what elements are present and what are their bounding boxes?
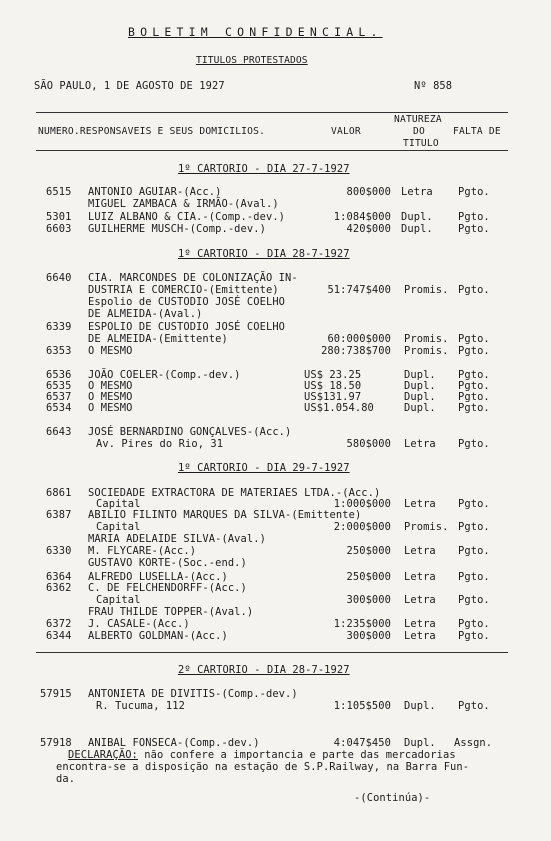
entry-type: Letra [404,438,436,450]
entry-type: Dupl. [404,369,436,381]
column-value: VALOR [331,126,361,137]
entry-reason: Pgto. [458,211,490,223]
entry-name: JOSÉ BERNARDINO GONÇALVES-(Acc.) [88,426,292,438]
column-reason: FALTA DE [453,126,501,137]
entry-number: 6861 [46,487,72,499]
entry-type: Letra [404,618,436,630]
entry-type: Dupl. [404,391,436,403]
entry-name: ANIBAL FONSECA-(Comp.-dev.) [88,737,260,749]
entry-name: DE ALMEIDA-(Emittente) [88,333,228,345]
entry-reason: Pgto. [458,369,490,381]
entry-type: Letra [404,498,436,510]
entry-reason: Pgto. [458,223,490,235]
declaration-text: não confere a importancia e parte das mercadorias [137,749,456,761]
entry-number: 6603 [46,223,72,235]
entry-value: 420$000 [346,223,391,235]
entry-type: Letra [404,630,436,642]
entry-reason: Pgto. [458,521,490,533]
section-heading: 2º CARTORIO - DIA 28-7-1927 [178,664,350,676]
entry-number: 6344 [46,630,72,642]
entry-reason: Pgto. [458,438,490,450]
entry-reason: Pgto. [458,498,490,510]
entry-reason: Pgto. [458,186,490,198]
entry-name: FRAU THILDE TOPPER-(Aval.) [88,606,254,618]
entry-type: Dupl. [404,700,436,712]
entry-number: 6339 [46,321,72,333]
entry-number: 6330 [46,545,72,557]
entry-value: 60:000$000 [327,333,391,345]
entry-reason: Pgto. [458,594,490,606]
entry-type: Letra [404,571,436,583]
header-rule-bottom [36,150,508,151]
entry-value: 1:105$500 [333,700,391,712]
entry-value: 800$000 [346,186,391,198]
entry-type: Letra [401,186,433,198]
entry-name: ABILIO FILINTO MARQUES DA SILVA-(Emittente) [88,509,362,521]
entry-name: ANTONIO AGUIAR-(Acc.) [88,186,222,198]
entry-reason: Pgto. [458,571,490,583]
entry-name: DE ALMEIDA-(Aval.) [88,308,203,320]
entry-name: ALBERTO GOLDMAN-(Acc.) [88,630,228,642]
entry-reason: Pgto. [458,630,490,642]
entry-name: M. FLYCARE-(Acc.) [88,545,197,557]
declaration-line-1 [68,749,456,761]
entry-number: 57915 [40,688,72,700]
entry-name: MIGUEL ZAMBACA & IRMÃO-(Aval.) [88,198,279,210]
entry-reason: Pgto. [458,345,490,357]
entry-number: 6387 [46,509,72,521]
entry-number: 6534 [46,402,72,414]
entry-name: GUSTAVO KORTE-(Soc.-end.) [88,557,247,569]
entry-place: Capital [96,521,141,533]
entry-value: US$ 23.25 [304,369,362,381]
entry-place: Capital [96,498,141,510]
entry-number: 6536 [46,369,72,381]
section-divider [36,652,508,653]
entry-number: 6515 [46,186,72,198]
entry-value: 280:738$700 [321,345,391,357]
entry-value: 4:047$450 [333,737,391,749]
document-title: BOLETIM CONFIDENCIAL. [128,25,383,39]
section-heading: 1º CARTORIO - DIA 29-7-1927 [178,462,350,474]
entry-address: Av. Pires do Rio, 31 [96,438,224,450]
entry-value: 51:747$400 [327,284,391,296]
declaration-line-3: da. [56,773,76,785]
entry-value: 250$000 [346,571,391,583]
entry-number: 5301 [46,211,72,223]
entry-name: ESPOLIO DE CUSTODIO JOSÉ COELHO [88,321,286,333]
entry-reason: Pgto. [458,391,490,403]
entry-value: 1:235$000 [333,618,391,630]
entry-value: 300$000 [346,630,391,642]
entry-value: 1:084$000 [333,211,391,223]
entry-type: Letra [404,545,436,557]
entry-place: Capital [96,594,141,606]
entry-number: 6643 [46,426,72,438]
entry-value: 1:000$000 [333,498,391,510]
entry-reason: Pgto. [458,380,490,392]
entry-reason: Pgto. [458,618,490,630]
column-nature-2: DO [413,126,425,137]
entry-number: 6640 [46,272,72,284]
entry-name: MARIA ADELAIDE SILVA-(Aval.) [88,533,266,545]
declaration-line-2: encontra-se a disposição na estação de S.P.Railway, na Barra Fun- [56,761,470,773]
entry-value: US$131.97 [304,391,362,403]
entry-name: J. CASALE-(Acc.) [88,618,190,630]
entry-number: 6362 [46,582,72,594]
entry-value: 2:000$000 [333,521,391,533]
entry-name: JOÃO COELER-(Comp.-dev.) [88,369,241,381]
entry-name: ANTONIETA DE DIVITIS-(Comp.-dev.) [88,688,298,700]
column-name: NUMERO.RESPONSAVEIS E SEUS DOMICILIOS. [38,126,266,137]
continued-note: -(Continúa)- [354,792,431,804]
column-nature-3: TITULO [403,138,439,149]
entry-name: SOCIEDADE EXTRACTORA DE MATERIAES LTDA.-(Acc.) [88,487,381,499]
column-nature-1: NATUREZA [394,114,442,125]
entry-value: 300$000 [346,594,391,606]
entry-name: CIA. MARCONDES DE COLONIZAÇÃO IN- [88,272,298,284]
entry-name: GUILHERME MUSCH-(Comp.-dev.) [88,223,266,235]
entry-reason: Pgto. [458,700,490,712]
entry-name: ALFREDO LUSELLA-(Acc.) [88,571,228,583]
section-heading: 1º CARTORIO - DIA 27-7-1927 [178,163,350,175]
entry-number: 6353 [46,345,72,357]
entry-number: 6372 [46,618,72,630]
entry-value: 250$000 [346,545,391,557]
entry-name: O MESMO [88,380,133,392]
entry-number: 6364 [46,571,72,583]
entry-type: Dupl. [401,211,433,223]
entry-name: LUIZ ALBANO & CIA.-(Comp.-dev.) [88,211,286,223]
header-rule-top [36,112,508,113]
entry-address: R. Tucuma, 112 [96,700,185,712]
section-heading: 1º CARTORIO - DIA 28-7-1927 [178,248,350,260]
entry-number: 6537 [46,391,72,403]
entry-number: 6535 [46,380,72,392]
entry-type: Promis. [404,521,449,533]
entry-reason: Pgto. [458,284,490,296]
declaration-label: DECLARAÇÃO: [68,749,138,761]
entry-number: 57918 [40,737,72,749]
entry-name: O MESMO [88,402,133,414]
place-date: SÃO PAULO, 1 DE AGOSTO DE 1927 [34,80,225,92]
bulletin-number: Nº 858 [414,80,453,92]
entry-type: Promis. [404,333,449,345]
entry-type: Dupl. [401,223,433,235]
entry-type: Dupl. [404,402,436,414]
entry-name: C. DE FELCHENDORFF-(Acc.) [88,582,247,594]
entry-value: US$ 18.50 [304,380,362,392]
entry-type: Dupl. [404,380,436,392]
entry-name: Espolio de CUSTODIO JOSÉ COELHO [88,296,286,308]
entry-reason: Assgn. [454,737,493,749]
entry-type: Letra [404,594,436,606]
entry-name: O MESMO [88,391,133,403]
entry-name: DUSTRIA E COMERCIO-(Emittente) [88,284,279,296]
entry-name: O MESMO [88,345,133,357]
entry-reason: Pgto. [458,545,490,557]
entry-type: Dupl. [404,737,436,749]
entry-type: Promis. [404,284,449,296]
entry-reason: Pgto. [458,402,490,414]
entry-value: 580$000 [346,438,391,450]
entry-reason: Pgto. [458,333,490,345]
entry-type: Promis. [404,345,449,357]
document-subtitle: TITULOS PROTESTADOS [196,55,308,66]
entry-value: US$1.054.80 [304,402,374,414]
